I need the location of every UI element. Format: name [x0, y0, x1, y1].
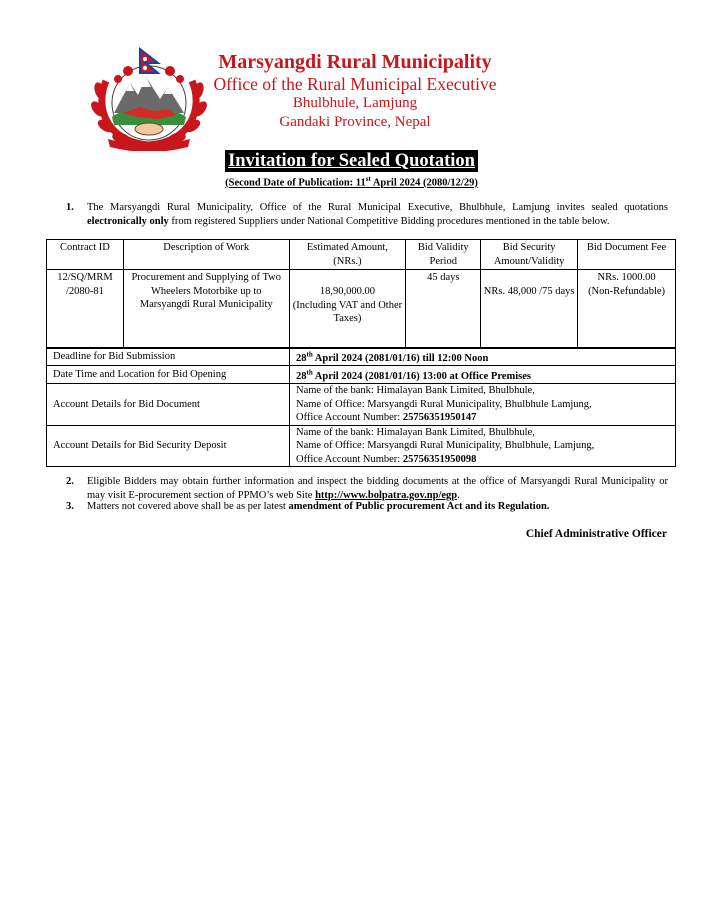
cell-contract-id: 12/SQ/MRM /2080-81: [47, 270, 124, 349]
header-contract-id: Contract ID: [47, 240, 124, 270]
table-row: [47, 384, 676, 426]
table-row: [47, 348, 676, 366]
opening-value: 28th April 2024 (2081/01/16) 13:00 at Office Premises: [290, 366, 676, 384]
paragraph-number: 1.: [66, 202, 74, 213]
office-location: Bhulbhule, Lamjung: [292, 95, 418, 111]
deadline-value: 28th April 2024 (2081/01/16) till 12:00 Noon: [290, 348, 676, 366]
office-name: Office of the Rural Municipal Executive: [213, 74, 497, 94]
header-validity: Bid Validity Period: [406, 240, 481, 270]
cell-amount: 18,90,000.00 (Including VAT and Other Taxes): [289, 270, 406, 349]
notice-title: Invitation for Sealed Quotation: [225, 150, 478, 172]
cell-validity: 45 days: [406, 270, 481, 349]
municipality-emblem: [88, 47, 210, 151]
cell-description: Procurement and Supplying of Two Wheelers Motorbike up to Marsyangdi Rural Municipality: [123, 270, 289, 349]
table-header-row: [47, 240, 676, 270]
paragraph-number: 2.: [66, 476, 74, 487]
egp-link[interactable]: http://www.bolpatra.gov.np/egp: [315, 489, 458, 501]
bid-security-account-label: Account Details for Bid Security Deposit: [47, 425, 290, 467]
opening-label: Date Time and Location for Bid Opening: [47, 366, 290, 384]
paragraph-2: 2. Eligible Bidders may obtain further information and inspect the bidding documents at the office of Marsyangdi Rural Municipality or may visit E-procurement section of PPMO’s web Site http://www.bolpatra.gov.np/egp.: [66, 476, 668, 501]
details-table: [46, 347, 676, 467]
municipality-name: Marsyangdi Rural Municipality: [218, 51, 492, 73]
publication-date: (Second Date of Publication: 11st April 2024 (2080/12/29): [225, 175, 478, 189]
header-fee: Bid Document Fee: [578, 240, 676, 270]
bid-document-account-value: Name of the bank: Himalayan Bank Limited, Bhulbhule, Name of Office: Marsyangdi Rural Municipality, Bhulbhule Lamjung, Office Account Number: 25756351950147: [290, 384, 676, 426]
header-amount: Estimated Amount, (NRs.): [289, 240, 406, 270]
bid-security-account-value: Name of the bank: Himalayan Bank Limited, Bhulbhule, Name of Office: Marsyangdi Rural Municipality, Bhulbhule, Lamjung, Office Account Number: 25756351950098: [290, 425, 676, 467]
paragraph-number: 3.: [66, 501, 74, 512]
table-row: [47, 366, 676, 384]
paragraph-1: 1. The Marsyangdi Rural Municipality, Office of the Rural Municipal Executive, Bhulbhule, Lamjung invites sealed quotations electronically only from registered Suppliers under National Competitive Bidding procedures mentioned in the table below.: [66, 202, 668, 227]
deadline-label: Deadline for Bid Submission: [47, 348, 290, 366]
cell-fee: NRs. 1000.00 (Non-Refundable): [578, 270, 676, 349]
bid-document-account-label: Account Details for Bid Document: [47, 384, 290, 426]
table-row: [47, 425, 676, 467]
header-security: Bid Security Amount/Validity: [481, 240, 578, 270]
signatory-title: Chief Administrative Officer: [525, 528, 667, 540]
table-row: [47, 270, 676, 349]
province-name: Gandaki Province, Nepal: [279, 114, 431, 130]
cell-security: NRs. 48,000 /75 days: [481, 270, 578, 349]
quotation-table: [46, 239, 676, 349]
header-description: Description of Work: [123, 240, 289, 270]
paragraph-3: 3. Matters not covered above shall be as per latest amendment of Public procurement Act and its Regulation.: [66, 501, 550, 512]
